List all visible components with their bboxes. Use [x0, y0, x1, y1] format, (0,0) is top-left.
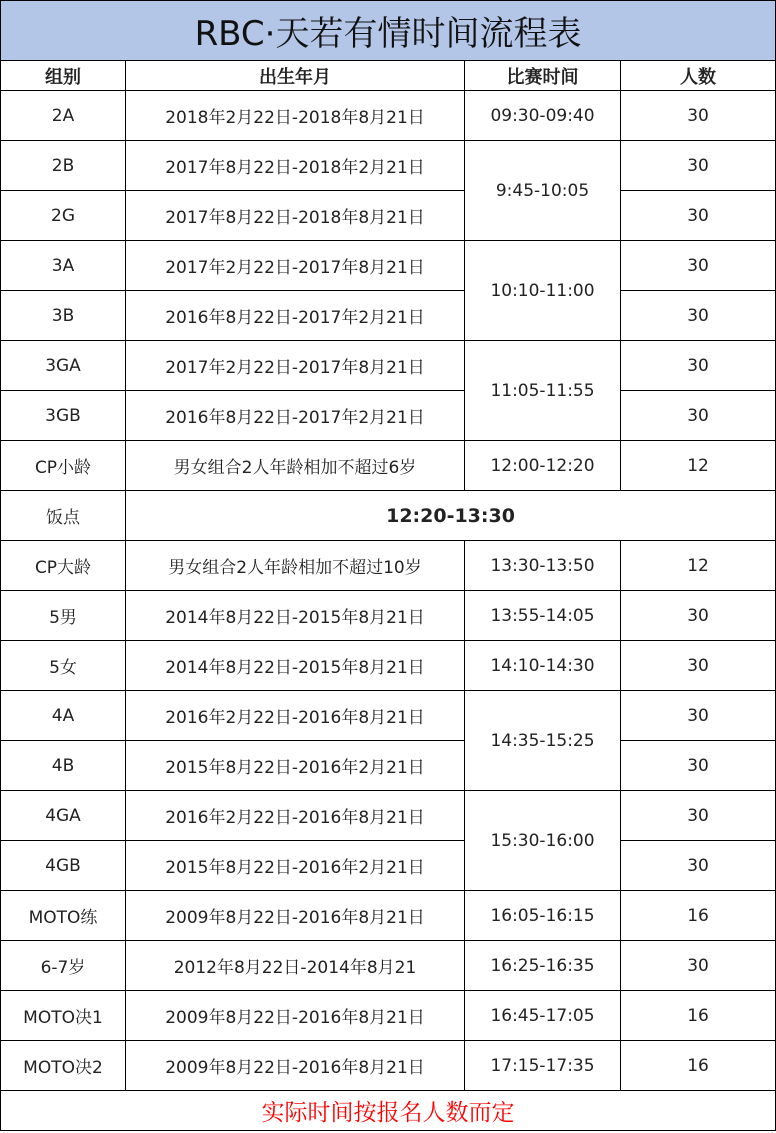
table-row	[1, 341, 776, 391]
birth-cell: 2009年8月22日-2016年8月21日	[126, 991, 465, 1041]
count-cell: 30	[621, 691, 776, 741]
table-row	[1, 641, 776, 691]
table-row	[1, 241, 776, 291]
time-cell: 9:45-10:05	[465, 141, 621, 241]
count-cell: 30	[621, 591, 776, 641]
count-cell: 30	[621, 191, 776, 241]
table-row	[1, 891, 776, 941]
header-row	[1, 61, 776, 91]
group-cell: MOTO决2	[1, 1041, 126, 1091]
birth-cell: 男女组合2人年龄相加不超过10岁	[126, 541, 465, 591]
time-cell: 11:05-11:55	[465, 341, 621, 441]
time-cell: 13:55-14:05	[465, 591, 621, 641]
table-row	[1, 391, 776, 441]
birth-cell: 2017年8月22日-2018年2月21日	[126, 141, 465, 191]
count-cell: 16	[621, 991, 776, 1041]
group-cell: MOTO决1	[1, 991, 126, 1041]
group-cell: 3GB	[1, 391, 126, 441]
birth-cell: 2014年8月22日-2015年8月21日	[126, 591, 465, 641]
time-cell: 09:30-09:40	[465, 91, 621, 141]
table-row	[1, 591, 776, 641]
count-cell: 12	[621, 541, 776, 591]
group-cell: 6-7岁	[1, 941, 126, 991]
birth-cell: 男女组合2人年龄相加不超过6岁	[126, 441, 465, 491]
birth-cell: 2009年8月22日-2016年8月21日	[126, 1041, 465, 1091]
birth-cell: 2016年8月22日-2017年2月21日	[126, 391, 465, 441]
title-row	[1, 1, 776, 61]
header-group: 组别	[1, 61, 126, 91]
group-cell: 4B	[1, 741, 126, 791]
group-cell: 3B	[1, 291, 126, 341]
count-cell: 30	[621, 391, 776, 441]
count-cell: 30	[621, 91, 776, 141]
birth-cell: 2016年8月22日-2017年2月21日	[126, 291, 465, 341]
group-cell: 4GA	[1, 791, 126, 841]
table-row	[1, 141, 776, 191]
footer-row	[1, 1091, 776, 1131]
birth-cell: 2017年8月22日-2018年8月21日	[126, 191, 465, 241]
group-cell: 2B	[1, 141, 126, 191]
birth-cell: 2016年2月22日-2016年8月21日	[126, 791, 465, 841]
count-cell: 30	[621, 241, 776, 291]
table-row	[1, 691, 776, 741]
table-row	[1, 1041, 776, 1091]
time-cell: 12:00-12:20	[465, 441, 621, 491]
table-row	[1, 991, 776, 1041]
group-cell: 饭点	[1, 491, 126, 541]
count-cell: 30	[621, 641, 776, 691]
count-cell: 30	[621, 941, 776, 991]
count-cell: 30	[621, 791, 776, 841]
table-row	[1, 291, 776, 341]
group-cell: 2A	[1, 91, 126, 141]
group-cell: CP小龄	[1, 441, 126, 491]
table-row	[1, 191, 776, 241]
group-cell: 2G	[1, 191, 126, 241]
birth-cell: 2009年8月22日-2016年8月21日	[126, 891, 465, 941]
birth-cell: 2017年2月22日-2017年8月21日	[126, 341, 465, 391]
table-row	[1, 941, 776, 991]
header-birth: 出生年月	[126, 61, 465, 91]
time-cell: 16:05-16:15	[465, 891, 621, 941]
count-cell: 30	[621, 341, 776, 391]
count-cell: 30	[621, 291, 776, 341]
time-cell: 14:10-14:30	[465, 641, 621, 691]
count-cell: 12	[621, 441, 776, 491]
time-cell: 16:25-16:35	[465, 941, 621, 991]
count-cell: 30	[621, 841, 776, 891]
birth-cell: 2015年8月22日-2016年2月21日	[126, 841, 465, 891]
group-cell: 5女	[1, 641, 126, 691]
birth-cell: 2012年8月22日-2014年8月21	[126, 941, 465, 991]
time-cell: 15:30-16:00	[465, 791, 621, 891]
count-cell: 30	[621, 141, 776, 191]
time-cell: 10:10-11:00	[465, 241, 621, 341]
footer-note: 实际时间按报名人数而定	[1, 1091, 776, 1131]
group-cell: CP大龄	[1, 541, 126, 591]
group-cell: 3A	[1, 241, 126, 291]
meal-time-cell: 12:20-13:30	[126, 491, 776, 541]
group-cell: MOTO练	[1, 891, 126, 941]
table-row	[1, 441, 776, 491]
table-row	[1, 841, 776, 891]
time-cell: 16:45-17:05	[465, 991, 621, 1041]
birth-cell: 2016年2月22日-2016年8月21日	[126, 691, 465, 741]
birth-cell: 2014年8月22日-2015年8月21日	[126, 641, 465, 691]
table-row	[1, 791, 776, 841]
header-count: 人数	[621, 61, 776, 91]
table-row	[1, 541, 776, 591]
page-title: RBC·天若有情时间流程表	[1, 1, 776, 61]
count-cell: 30	[621, 741, 776, 791]
meal-row	[1, 491, 776, 541]
time-cell: 14:35-15:25	[465, 691, 621, 791]
group-cell: 5男	[1, 591, 126, 641]
time-cell: 17:15-17:35	[465, 1041, 621, 1091]
group-cell: 4GB	[1, 841, 126, 891]
header-time: 比赛时间	[465, 61, 621, 91]
group-cell: 4A	[1, 691, 126, 741]
count-cell: 16	[621, 891, 776, 941]
count-cell: 16	[621, 1041, 776, 1091]
group-cell: 3GA	[1, 341, 126, 391]
birth-cell: 2018年2月22日-2018年8月21日	[126, 91, 465, 141]
birth-cell: 2017年2月22日-2017年8月21日	[126, 241, 465, 291]
time-cell: 13:30-13:50	[465, 541, 621, 591]
table-row	[1, 91, 776, 141]
table-row	[1, 741, 776, 791]
birth-cell: 2015年8月22日-2016年2月21日	[126, 741, 465, 791]
